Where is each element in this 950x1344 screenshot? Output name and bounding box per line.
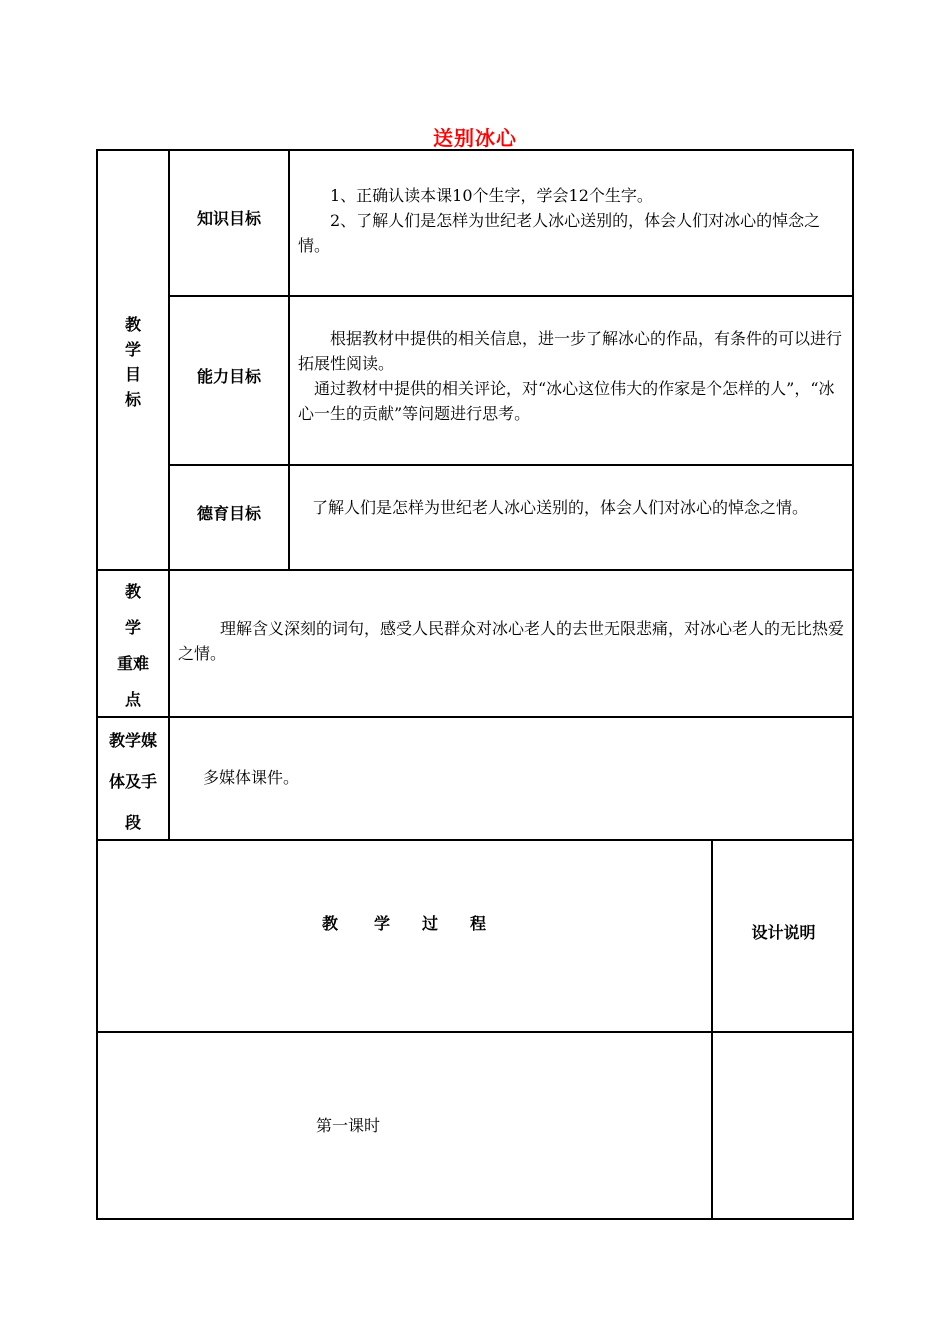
media-text: 多媒体课件。 [203,768,300,787]
key-points-text: 理解含义深刻的词句，感受人民群众对冰心老人的去世无限悲痛，对冰心老人的无比热爱之情。 [178,619,845,663]
label-line: 段 [124,813,141,832]
objectives-label [98,312,168,412]
document-title: 送别冰心 [433,126,517,150]
lesson-plan-table [96,149,854,1220]
row-divider [96,839,854,841]
column-divider [711,839,713,1220]
knowledge-line: 2、了解人们是怎样为世纪老人冰心送别的，体会人们对冰心的悼念之情。 [298,211,821,255]
design-notes-header: 设计说明 [751,923,816,942]
label-line: 点 [124,690,141,709]
row-divider [168,295,854,297]
header-char: 学 [374,914,391,933]
header-char: 教 [322,914,339,933]
row-divider [96,1031,854,1033]
row-divider [168,464,854,466]
knowledge-objective-label: 知识目标 [196,209,261,228]
label-line: 教 [124,582,141,601]
column-divider [168,149,170,841]
label-char: 目 [124,365,141,384]
label-char: 教 [124,315,141,334]
process-header [322,911,502,934]
header-char: 程 [470,914,487,933]
moral-objective-text: 了解人们是怎样为世纪老人冰心送别的，体会人们对冰心的悼念之情。 [312,498,809,517]
label-char: 标 [124,390,141,409]
label-line: 重难 [116,654,149,673]
column-divider [288,149,290,571]
ability-objective-text [298,326,844,426]
ability-line: 通过教材中提供的相关评论，对“冰心这位伟大的作家是个怎样的人”，“冰心一生的贡献”等问题进行思考。 [298,379,835,423]
media-label [98,720,168,843]
label-char: 学 [124,340,141,359]
row-divider [96,569,854,571]
knowledge-objective-text [298,183,844,258]
label-line: 教学媒 [108,731,157,750]
label-line: 学 [124,618,141,637]
knowledge-line: 1、正确认读本课10个生字，学会12个生字。 [330,186,653,205]
moral-objective-label: 德育目标 [196,504,261,523]
ability-line: 根据教材中提供的相关信息，进一步了解冰心的作品，有条件的可以进行拓展性阅读。 [298,329,843,373]
header-char: 过 [422,914,439,933]
lesson-period: 第一课时 [316,1116,381,1135]
label-line: 体及手 [108,772,157,791]
ability-objective-label: 能力目标 [196,367,261,386]
key-points-label [98,574,168,718]
row-divider [96,716,854,718]
